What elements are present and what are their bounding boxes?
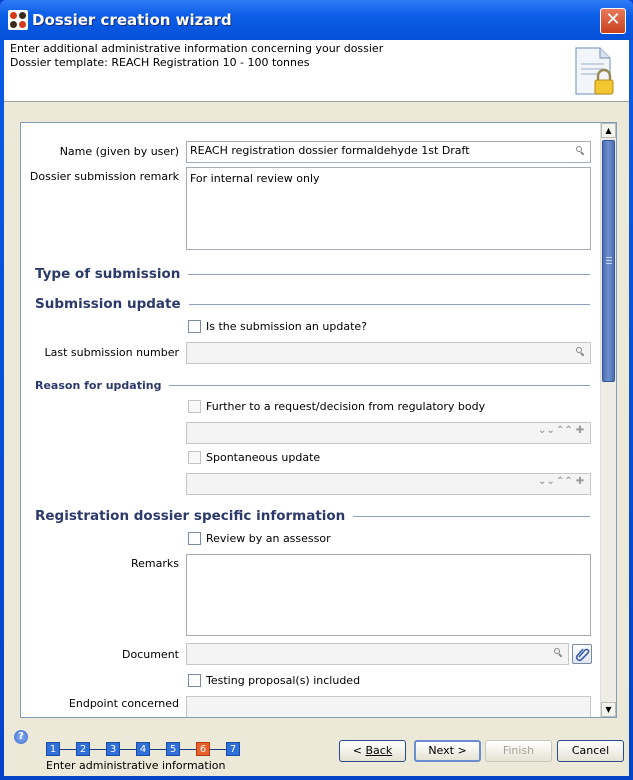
name-field[interactable] bbox=[186, 141, 591, 163]
header-instruction: Enter additional administrative information concerning your dossier bbox=[10, 42, 384, 55]
scroll-down-button[interactable]: ▼ bbox=[601, 702, 616, 717]
step-6-current: 6 bbox=[196, 742, 210, 756]
review-assessor-label: Review by an assessor bbox=[206, 532, 331, 545]
review-assessor-checkbox[interactable] bbox=[188, 532, 201, 545]
scroll-up-button[interactable]: ▲ bbox=[601, 123, 616, 138]
last-submission-field[interactable] bbox=[186, 342, 591, 364]
expand-down-icon[interactable]: ⌄⌄ bbox=[538, 425, 555, 436]
endpoint-label: Endpoint concerned bbox=[68, 697, 179, 710]
vertical-scrollbar[interactable] bbox=[600, 123, 616, 717]
paperclip-icon bbox=[573, 645, 591, 663]
window-title: Dossier creation wizard bbox=[32, 11, 232, 29]
spontaneous-field[interactable] bbox=[186, 473, 591, 495]
testing-proposal-label: Testing proposal(s) included bbox=[206, 674, 361, 687]
spontaneous-checkbox[interactable] bbox=[188, 451, 201, 464]
expand-down-icon[interactable]: ⌄⌄ bbox=[538, 476, 555, 487]
remarks-label: Remarks bbox=[131, 557, 179, 570]
spontaneous-label: Spontaneous update bbox=[206, 451, 321, 464]
close-button[interactable]: ✕ bbox=[600, 8, 626, 34]
back-button[interactable]: < Back bbox=[339, 740, 406, 762]
document-label: Document bbox=[122, 648, 179, 661]
attach-document-button[interactable] bbox=[572, 644, 592, 664]
title-bar[interactable] bbox=[0, 0, 633, 40]
remark-textarea[interactable] bbox=[186, 167, 591, 250]
further-request-label: Further to a request/decision from regulatory body bbox=[206, 400, 486, 413]
help-icon[interactable]: ? bbox=[14, 730, 28, 744]
field-tools bbox=[538, 425, 586, 436]
form-scroll-area[interactable] bbox=[20, 122, 617, 718]
step-caption: Enter administrative information bbox=[46, 759, 226, 772]
search-icon[interactable] bbox=[576, 347, 585, 356]
step-3: 3 bbox=[106, 742, 120, 756]
wizard-header bbox=[4, 40, 629, 102]
search-icon[interactable] bbox=[554, 648, 563, 657]
last-submission-label: Last submission number bbox=[44, 346, 179, 359]
scroll-thumb[interactable] bbox=[602, 140, 615, 382]
wizard-footer bbox=[4, 722, 629, 776]
add-icon[interactable]: ✚ bbox=[575, 476, 585, 487]
add-icon[interactable]: ✚ bbox=[575, 425, 585, 436]
further-request-checkbox[interactable] bbox=[188, 400, 201, 413]
step-7: 7 bbox=[226, 742, 240, 756]
type-of-submission-header: Type of submission bbox=[35, 266, 590, 282]
remarks-textarea[interactable] bbox=[186, 554, 591, 636]
remark-label: Dossier submission remark bbox=[29, 170, 179, 183]
is-update-checkbox[interactable] bbox=[188, 320, 201, 333]
collapse-up-icon[interactable]: ⌃⌃ bbox=[556, 425, 573, 436]
back-label: Back bbox=[365, 744, 393, 757]
step-1: 1 bbox=[46, 742, 60, 756]
endpoint-field[interactable] bbox=[186, 696, 591, 718]
finish-button[interactable]: Finish bbox=[485, 740, 552, 762]
next-button[interactable]: Next > bbox=[414, 740, 481, 762]
step-5: 5 bbox=[166, 742, 180, 756]
testing-proposal-checkbox[interactable] bbox=[188, 674, 201, 687]
registration-specific-header: Registration dossier specific information bbox=[35, 508, 590, 524]
name-value: REACH registration dossier formaldehyde 1st Draft bbox=[190, 144, 470, 157]
document-field[interactable] bbox=[186, 643, 569, 665]
field-tools bbox=[538, 476, 586, 487]
remark-value: For internal review only bbox=[190, 172, 320, 185]
step-4: 4 bbox=[136, 742, 150, 756]
wizard-body bbox=[4, 40, 629, 776]
app-icon bbox=[8, 10, 28, 30]
locked-dossier-icon bbox=[570, 46, 618, 98]
reason-for-updating-header: Reason for updating bbox=[35, 379, 590, 392]
collapse-up-icon[interactable]: ⌃⌃ bbox=[556, 476, 573, 487]
submission-update-header: Submission update bbox=[35, 296, 590, 312]
cancel-button[interactable]: Cancel bbox=[557, 740, 624, 762]
is-update-label: Is the submission an update? bbox=[206, 320, 367, 333]
step-2: 2 bbox=[76, 742, 90, 756]
further-request-field[interactable] bbox=[186, 422, 591, 444]
header-template: Dossier template: REACH Registration 10 - 100 tonnes bbox=[10, 56, 310, 69]
search-icon[interactable] bbox=[576, 146, 585, 155]
name-label: Name (given by user) bbox=[59, 145, 179, 158]
